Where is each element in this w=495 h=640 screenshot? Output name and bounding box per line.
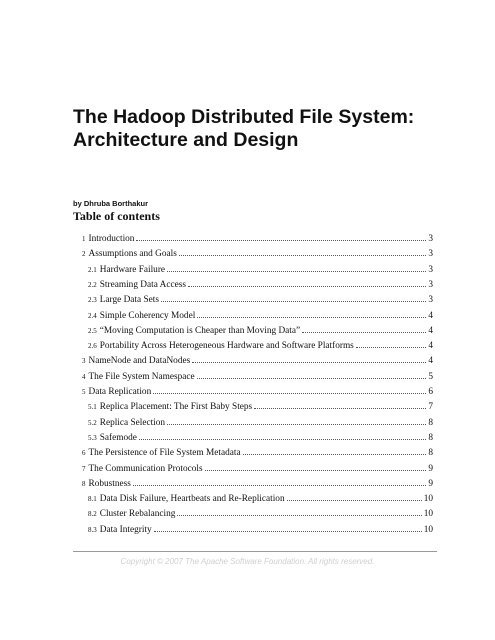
toc-entry[interactable] <box>88 491 433 505</box>
toc-entry-title[interactable]: Data Integrity <box>99 524 152 535</box>
toc-entry-number: 6 <box>82 449 86 458</box>
toc-entry[interactable] <box>82 445 433 459</box>
toc-entry-number: 8 <box>82 479 86 488</box>
toc-entry-number: 2 <box>82 250 86 259</box>
toc-entry-title[interactable]: Cluster Rebalancing <box>99 509 176 520</box>
toc-entry-number: 5.3 <box>88 433 97 442</box>
toc-entry-title[interactable]: “Moving Computation is Cheaper than Moving Data” <box>99 325 301 336</box>
toc-leader-dots <box>167 262 426 272</box>
toc-entry[interactable] <box>88 338 433 352</box>
toc-entry-number: 2.3 <box>88 296 97 305</box>
toc-entry[interactable] <box>88 262 433 276</box>
toc-entry[interactable] <box>88 323 433 337</box>
toc-entry-title[interactable]: The File System Namespace <box>88 371 195 382</box>
toc-entry-number: 8.1 <box>88 495 97 504</box>
toc-entry-number: 2.5 <box>88 326 97 335</box>
toc-entry-page: 4 <box>428 325 433 336</box>
toc-entry-title[interactable]: NameNode and DataNodes <box>88 356 191 367</box>
toc-entry[interactable] <box>82 384 433 398</box>
toc-entry-title[interactable]: Portability Across Heterogeneous Hardware and Software Platforms <box>99 341 354 352</box>
toc-leader-dots <box>167 415 426 425</box>
toc-entry[interactable] <box>88 430 433 444</box>
toc-leader-dots <box>136 231 426 241</box>
toc-entry-number: 4 <box>82 372 86 381</box>
toc-leader-dots <box>356 338 427 348</box>
toc-entry-number: 2.2 <box>88 280 97 289</box>
toc-entry-number: 8.3 <box>88 525 97 534</box>
toc-entry-page: 10 <box>423 494 433 505</box>
toc-entry-page: 3 <box>428 279 433 290</box>
toc-entry-page: 3 <box>428 264 433 275</box>
toc-entry-number: 2.6 <box>88 342 97 351</box>
toc-entry-number: 1 <box>82 235 86 243</box>
author-byline: by Dhruba Borthakur <box>73 199 149 208</box>
toc-leader-dots <box>192 353 426 363</box>
toc-entry-number: 5 <box>82 388 86 396</box>
toc-leader-dots <box>154 522 422 532</box>
toc-entry-page: 9 <box>428 478 433 489</box>
toc-leader-dots <box>302 323 426 333</box>
toc-entry-title[interactable]: Data Replication <box>88 387 152 397</box>
toc-entry-page: 4 <box>428 356 433 367</box>
toc-entry-page: 9 <box>428 463 433 474</box>
toc-entry-title[interactable]: Robustness <box>88 478 131 489</box>
toc-entry-title[interactable]: Introduction <box>88 234 135 244</box>
toc-entry-number: 5.2 <box>88 418 97 427</box>
toc-entry-title[interactable]: Data Disk Failure, Heartbeats and Re-Replication <box>99 494 285 505</box>
toc-entry-title[interactable]: Replica Selection <box>99 417 166 428</box>
toc-entry-page: 7 <box>428 402 433 413</box>
toc-leader-dots <box>197 369 427 379</box>
copyright-footer: Copyright © 2007 The Apache Software Foundation. All rights reserved. <box>120 557 375 566</box>
toc-entry-page: 10 <box>423 524 433 535</box>
toc-entry-page: 6 <box>428 387 433 397</box>
toc-entry-number: 3 <box>82 357 86 366</box>
toc-entry-page: 10 <box>423 509 433 520</box>
toc-entry-page: 8 <box>428 432 433 443</box>
toc-leader-dots <box>161 292 426 302</box>
toc-leader-dots <box>197 308 426 318</box>
toc-entry-title[interactable]: Replica Placement: The First Baby Steps <box>99 402 253 413</box>
toc-heading: Table of contents <box>73 209 160 223</box>
toc-entry[interactable] <box>82 369 433 383</box>
toc-entry-page: 3 <box>428 249 433 260</box>
toc-entry-title[interactable]: Assumptions and Goals <box>88 249 177 260</box>
toc-entry-title[interactable]: Hardware Failure <box>99 264 166 275</box>
toc-entry[interactable] <box>88 415 433 429</box>
toc-entry-page: 3 <box>428 295 433 306</box>
toc-entry-page: 8 <box>428 417 433 428</box>
toc-entry-number: 2.4 <box>88 311 97 320</box>
toc-entry[interactable] <box>88 277 433 291</box>
toc-entry[interactable] <box>88 399 433 413</box>
toc-leader-dots <box>177 506 421 516</box>
toc-leader-dots <box>139 430 426 440</box>
toc-entry[interactable] <box>82 231 433 245</box>
toc-entry-page: 4 <box>428 310 433 321</box>
toc-leader-dots <box>188 277 426 287</box>
toc-entry-title[interactable]: Streaming Data Access <box>99 279 186 290</box>
title-line-1: The Hadoop Distributed File System: <box>73 106 415 128</box>
toc-entry-page: 5 <box>428 371 433 382</box>
toc-entry-page: 4 <box>428 341 433 352</box>
toc-entry-number: 7 <box>82 464 86 473</box>
toc-leader-dots <box>179 246 427 256</box>
toc-entry-page: 3 <box>428 234 433 244</box>
toc-entry-number: 8.2 <box>88 510 97 519</box>
toc-entry[interactable] <box>88 506 433 520</box>
toc-entry-page: 8 <box>428 448 433 459</box>
toc-leader-dots <box>133 476 426 486</box>
toc-entry-title[interactable]: Simple Coherency Model <box>99 310 196 321</box>
toc-entry-title[interactable]: Large Data Sets <box>99 295 159 306</box>
toc-entry[interactable] <box>82 461 433 475</box>
toc-leader-dots <box>205 461 427 471</box>
toc-entry-number: 5.1 <box>88 403 97 412</box>
toc-entry[interactable] <box>82 353 433 367</box>
toc-leader-dots <box>254 399 426 409</box>
toc-entry[interactable] <box>88 308 433 322</box>
title-line-2: Architecture and Design <box>73 129 299 151</box>
toc-entry-number: 2.1 <box>88 265 97 274</box>
toc-entry[interactable] <box>82 476 433 490</box>
toc-entry-title[interactable]: Safemode <box>99 432 137 443</box>
toc-entry-title[interactable]: The Communication Protocols <box>88 463 203 474</box>
toc-leader-dots <box>153 384 426 394</box>
footer-divider <box>73 551 437 552</box>
toc-leader-dots <box>243 445 427 455</box>
toc-entry-title[interactable]: The Persistence of File System Metadata <box>88 448 241 459</box>
toc-entry[interactable] <box>88 522 433 536</box>
toc-entry[interactable] <box>88 292 433 306</box>
toc-entry[interactable] <box>82 246 433 260</box>
toc-leader-dots <box>287 491 422 501</box>
